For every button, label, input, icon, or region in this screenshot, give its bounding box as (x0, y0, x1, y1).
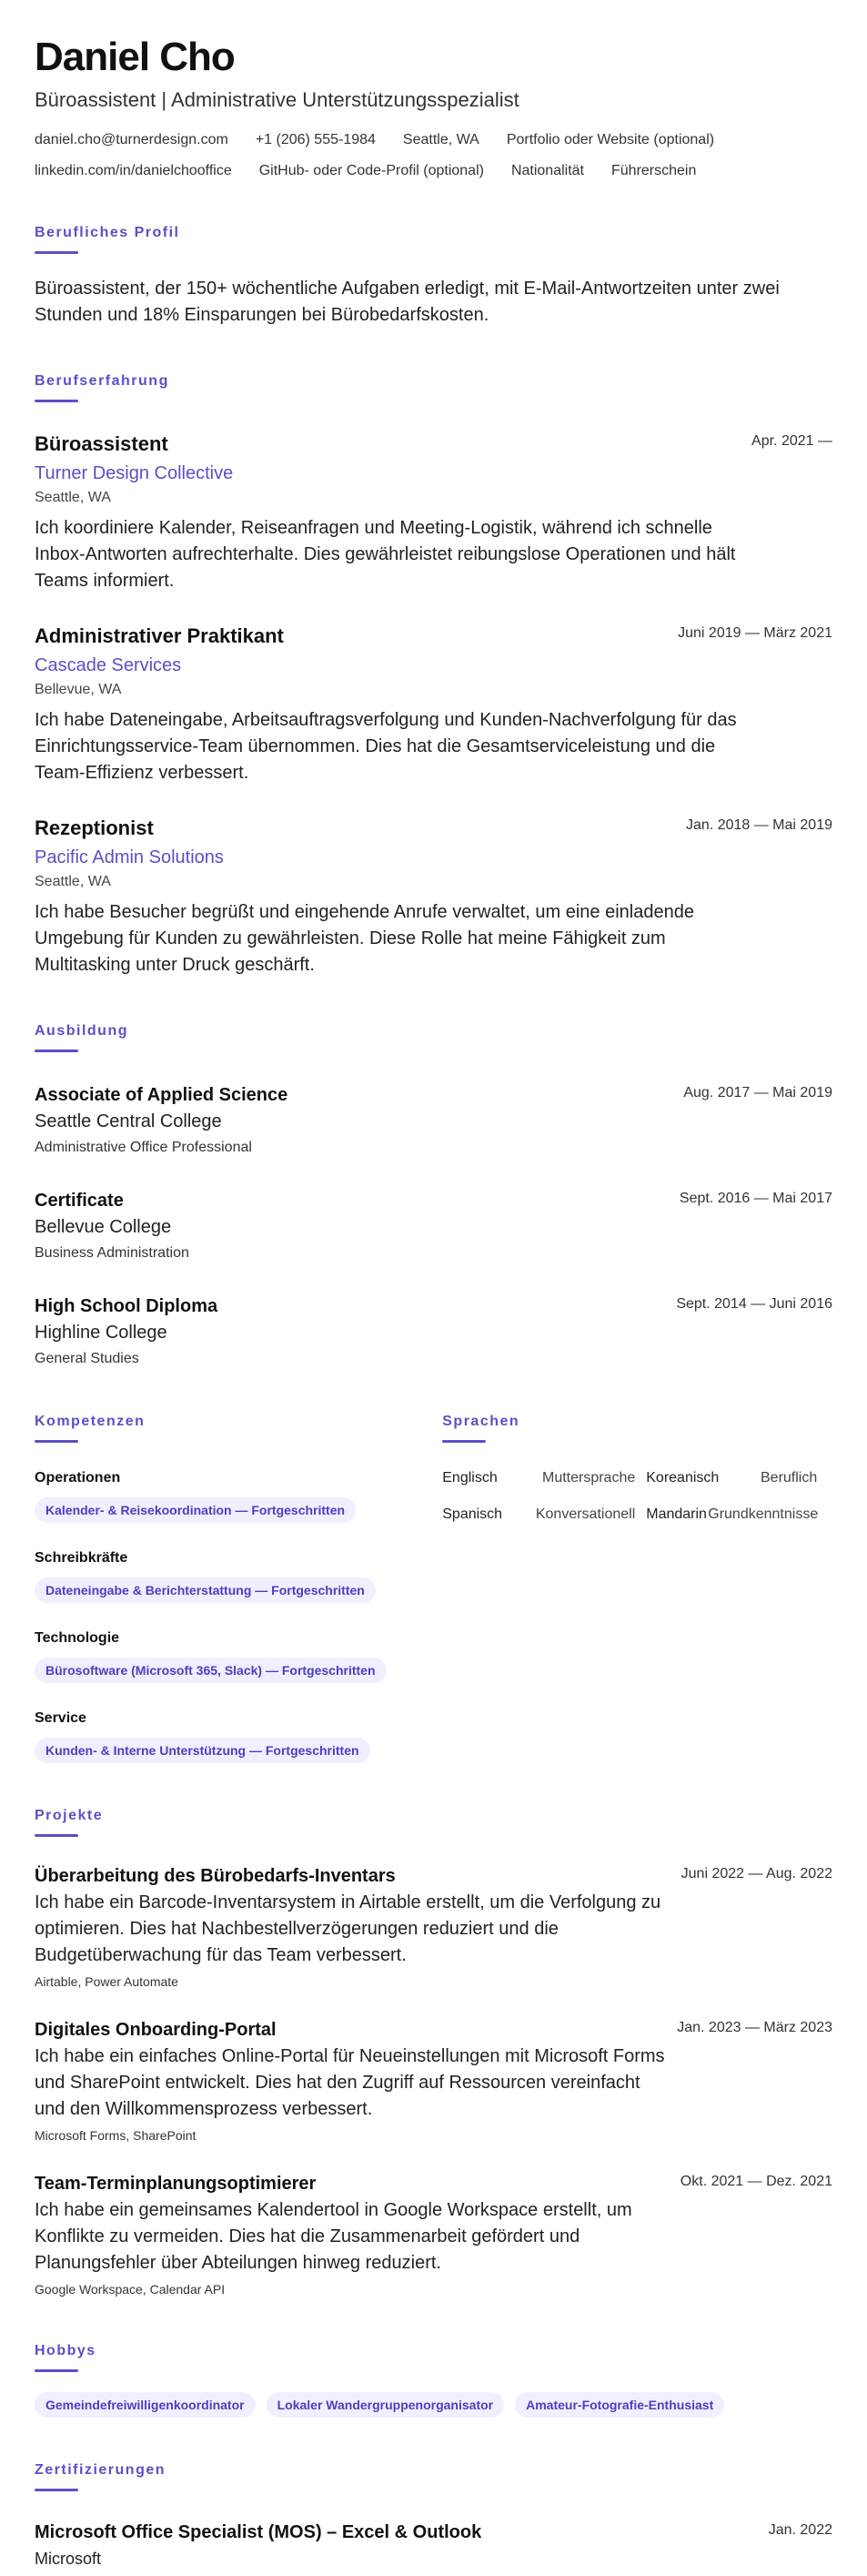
project-tech: Airtable, Power Automate (35, 1974, 178, 1989)
project-tech: Microsoft Forms, SharePoint (35, 2128, 197, 2143)
experience-item (35, 431, 832, 594)
project-tech: Google Workspace, Calendar API (35, 2282, 226, 2297)
experience-description: Ich habe Dateneingabe, Arbeitsauftragsverfolgung und Kunden-Nachverfolgung für das Einrichtungsservice-Team übernommen. Dies hat die Gesamtserviceleistung und die Team-Effizienz verbessert. (35, 710, 737, 783)
certification-name: Microsoft Office Specialist (MOS) – Excel & Outlook (35, 2522, 482, 2542)
skill-group (35, 1709, 442, 1763)
certification-issuer: Microsoft (35, 2550, 102, 2568)
section-divider (35, 1440, 78, 1443)
candidate-name: Daniel Cho (35, 35, 235, 79)
section-divider (35, 1050, 78, 1052)
hobby-chip: Gemeindefreiwilligenkoordinator (35, 2392, 256, 2418)
language-level: Muttersprache (541, 1470, 636, 1486)
experience-company[interactable]: Turner Design Collective (35, 463, 234, 483)
language-name: Englisch (442, 1470, 498, 1486)
contact-portfolio[interactable]: Portfolio oder Website (optional) (506, 132, 715, 147)
project-description: Ich habe ein gemeinsames Kalendertool in Google Workspace erstellt, um Konflikte zu vermeiden. Dies hat die Zusammenarbeit gefördert und Planungsfehler über Abteilungen hinweg reduziert. (35, 2200, 632, 2273)
section-divider (35, 2489, 78, 2491)
section-title: Ausbildung (35, 1023, 128, 1039)
resume-header (35, 35, 832, 180)
project-description: Ich habe ein einfaches Online-Portal für Neueinstellungen mit Microsoft Forms und SharePoint entwickelt. Dies hat den Zugriff auf Ressourcen vereinfacht und den Willkommensprozess verbessert. (35, 2046, 665, 2119)
contact-phone[interactable]: +1 (206) 555-1984 (255, 132, 376, 147)
skill-group-name: Operationen (35, 1470, 121, 1486)
certification-item (35, 2520, 832, 2570)
experience-item (35, 816, 832, 979)
skill-group-name: Technologie (35, 1630, 120, 1646)
experience-role: Administrativer Praktikant (35, 624, 284, 647)
education-degree: High School Diploma (35, 1296, 218, 1316)
experience-company[interactable]: Pacific Admin Solutions (35, 847, 224, 867)
contact-nationality: Nationalität (510, 163, 584, 178)
hobby-list (35, 2392, 832, 2418)
section-title: Hobbys (35, 2343, 96, 2358)
section-divider (442, 1440, 486, 1443)
skills-languages-row (35, 1413, 832, 1763)
project-description: Ich habe ein Barcode-Inventarsystem in Airtable erstellt, um die Verfolgung zu optimieren. Dies hat Nachbestellverzögerungen reduziert und die Budgetüberwachung für das Team verbessert. (35, 1892, 661, 1965)
section-divider (35, 400, 78, 402)
section-divider (35, 251, 78, 254)
project-item (35, 1864, 832, 1991)
skill-group (35, 1628, 442, 1683)
skills-section (35, 1413, 442, 1763)
candidate-headline: Büroassistent | Administrative Unterstützungsspezialist (35, 88, 519, 111)
project-dates: Jan. 2023 — März 2023 (677, 2020, 832, 2035)
contact-list (35, 131, 817, 180)
experience-item (35, 624, 832, 786)
education-degree: Certificate (35, 1191, 124, 1211)
section-title: Zertifizierungen (35, 2462, 166, 2478)
education-section (35, 1022, 832, 1369)
experience-section (35, 372, 832, 979)
experience-dates: Apr. 2021 — (751, 433, 832, 449)
contact-location: Seattle, WA (402, 132, 479, 147)
skill-chip: Dateneingabe & Berichterstattung — Fortgeschritten (35, 1577, 376, 1603)
education-degree: Associate of Applied Science (35, 1085, 288, 1105)
education-school: Bellevue College (35, 1217, 172, 1237)
experience-role: Büroassistent (35, 432, 168, 455)
languages-section (442, 1413, 832, 1763)
language-level: Grundkenntnisse (708, 1506, 819, 1522)
project-dates: Okt. 2021 — Dez. 2021 (680, 2174, 832, 2189)
hobby-chip: Lokaler Wandergruppenorganisator (267, 2392, 505, 2418)
project-name: Team-Terminplanungsoptimierer (35, 2174, 317, 2194)
certifications-section (35, 2461, 832, 2570)
skill-group (35, 1468, 442, 1523)
education-dates: Sept. 2014 — Juni 2016 (676, 1296, 832, 1312)
experience-dates: Jan. 2018 — Mai 2019 (686, 817, 832, 833)
education-school: Highline College (35, 1323, 167, 1343)
section-title: Sprachen (442, 1414, 520, 1429)
language-name: Mandarin (646, 1506, 707, 1522)
project-dates: Juni 2022 — Aug. 2022 (680, 1866, 832, 1881)
project-item (35, 2018, 832, 2145)
education-item (35, 1294, 832, 1369)
language-name: Koreanisch (646, 1470, 720, 1486)
project-item (35, 2172, 832, 2298)
contact-email[interactable]: daniel.cho@turnerdesign.com (35, 132, 228, 147)
skill-group (35, 1548, 442, 1603)
skill-chip: Kunden- & Interne Unterstützung — Fortgeschritten (35, 1738, 370, 1763)
project-name: Überarbeitung des Bürobedarfs-Inventars (35, 1866, 396, 1886)
certification-date: Jan. 2022 (768, 2522, 832, 2538)
profile-summary: Büroassistent, der 150+ wöchentliche Aufgaben erledigt, mit E-Mail-Antwortzeiten unter zwei Stunden und 18% Einsparungen bei Bürobedarfskosten. (35, 279, 780, 325)
skill-chip: Bürosoftware (Microsoft 365, Slack) — Fortgeschritten (35, 1658, 387, 1683)
hobby-chip: Amateur-Fotografie-Enthusiast (515, 2392, 724, 2418)
experience-description: Ich habe Besucher begrüßt und eingehende Anrufe verwaltet, um eine einladende Umgebung für Kunden zu gewährleisten. Diese Rolle hat meine Fähigkeit zum Multitasking unter Druck geschärft. (35, 902, 694, 975)
section-divider (35, 1834, 78, 1837)
experience-role: Rezeptionist (35, 816, 154, 839)
contact-license: Führerschein (611, 163, 697, 178)
language-level: Beruflich (761, 1470, 818, 1486)
education-school: Seattle Central College (35, 1111, 222, 1131)
projects-section (35, 1807, 832, 2298)
experience-location: Seattle, WA (35, 490, 111, 505)
experience-location: Bellevue, WA (35, 682, 122, 697)
language-level: Konversationell (535, 1506, 636, 1522)
section-title: Kompetenzen (35, 1414, 146, 1429)
section-title: Berufserfahrung (35, 373, 169, 389)
experience-company[interactable]: Cascade Services (35, 655, 182, 675)
contact-github[interactable]: GitHub- oder Code-Profil (optional) (258, 163, 484, 178)
experience-description: Ich koordiniere Kalender, Reiseanfragen und Meeting-Logistik, während ich schnelle Inbox-Antworten aufrechterhalte. Dies gewährleistet reibungslose Operationen und hält Teams informiert. (35, 518, 736, 591)
education-item (35, 1189, 832, 1263)
education-item (35, 1083, 832, 1158)
contact-linkedin[interactable]: linkedin.com/in/danielchooffice (35, 163, 232, 178)
skill-group-name: Service (35, 1710, 86, 1726)
skill-group-name: Schreibkräfte (35, 1550, 128, 1566)
experience-location: Seattle, WA (35, 874, 111, 889)
education-field: Administrative Office Professional (35, 1140, 252, 1155)
education-dates: Sept. 2016 — Mai 2017 (679, 1191, 832, 1206)
section-title: Berufliches Profil (35, 225, 180, 240)
experience-dates: Juni 2019 — März 2021 (678, 625, 832, 641)
education-field: General Studies (35, 1351, 139, 1366)
skill-chip: Kalender- & Reisekoordination — Fortgeschritten (35, 1497, 356, 1523)
project-name: Digitales Onboarding-Portal (35, 2020, 277, 2040)
education-dates: Aug. 2017 — Mai 2019 (683, 1085, 832, 1100)
section-title: Projekte (35, 1808, 104, 1823)
education-field: Business Administration (35, 1245, 189, 1261)
section-divider (35, 2369, 78, 2372)
language-name: Spanisch (442, 1506, 503, 1522)
profile-section (35, 224, 832, 329)
hobbies-section (35, 2342, 832, 2418)
language-list (442, 1468, 832, 1525)
